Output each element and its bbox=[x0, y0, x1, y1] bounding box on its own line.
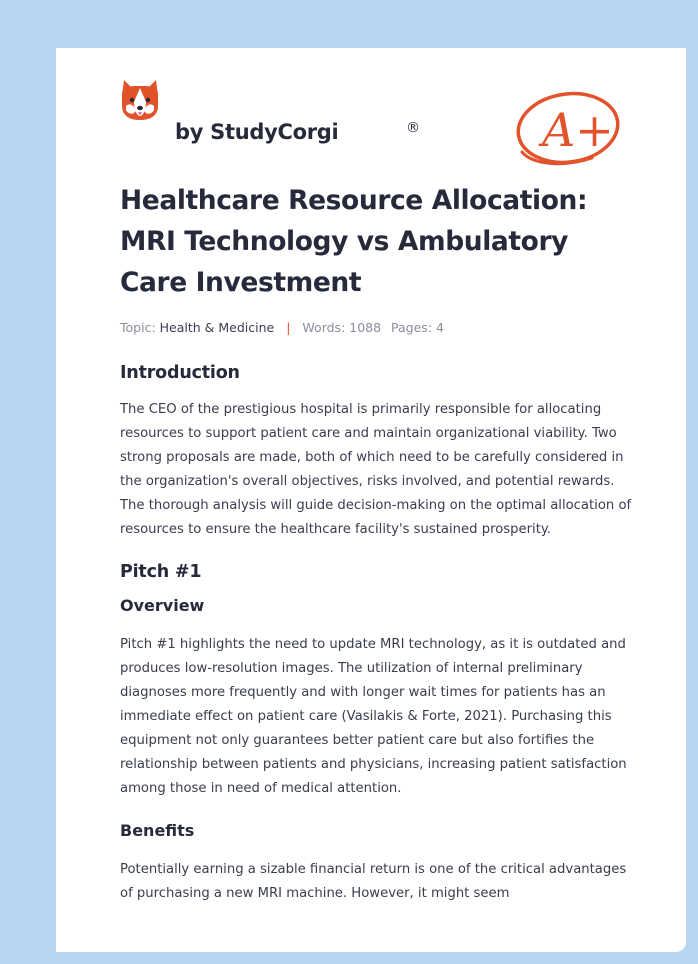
introduction-paragraph: The CEO of the prestigious hospital is primarily responsible for allocating resources to support patient care and maintain organizational viability. Two strong proposals are made, both of which need to be carefully considered in the organization's overall objectives, risks involved, and potential rewards. The thorough analysis will guide decision-making on the optimal allocation of resources to ensure the healthcare facility's sustained prosperity. bbox=[120, 402, 632, 537]
brand-name[interactable]: by StudyCorgi bbox=[175, 120, 339, 144]
registered-mark: ® bbox=[406, 120, 420, 136]
a-plus-grade-icon bbox=[512, 86, 624, 170]
document-page bbox=[56, 48, 686, 952]
corgi-logo-icon[interactable] bbox=[120, 76, 160, 122]
benefits-heading: Benefits bbox=[120, 821, 195, 840]
pitch1-heading: Pitch #1 bbox=[120, 562, 202, 582]
document-title: Healthcare Resource Allocation: MRI Technology vs Ambulatory Care Investment bbox=[120, 185, 588, 298]
document-meta bbox=[120, 320, 632, 335]
meta-separator: | bbox=[286, 320, 291, 335]
topic-link[interactable]: Health & Medicine bbox=[159, 320, 275, 335]
benefits-paragraph: Potentially earning a sizable financial return is one of the critical advantages of purchasing a new MRI machine. However, it might seem bbox=[120, 862, 627, 901]
overview-heading: Overview bbox=[120, 596, 205, 615]
grade-text: A+ bbox=[542, 103, 614, 157]
overview-paragraph: Pitch #1 highlights the need to update MRI technology, as it is outdated and produces low-resolution images. The utilization of internal preliminary diagnoses more frequently and with longer wait times for patients has an immediate effect on patient care (Vasilakis & Forte, 2021). Purchasing this equipment not only guarantees better patient care but also fortifies the relationship between patients and physicians, increasing patient satisfaction among those in need of medical attention. bbox=[120, 637, 627, 796]
article bbox=[120, 180, 632, 906]
page-count: Pages: 4 bbox=[391, 320, 444, 335]
header bbox=[120, 76, 660, 157]
topic-label: Topic: bbox=[120, 320, 156, 335]
word-count: Words: 1088 bbox=[302, 320, 382, 335]
introduction-heading: Introduction bbox=[120, 363, 240, 383]
